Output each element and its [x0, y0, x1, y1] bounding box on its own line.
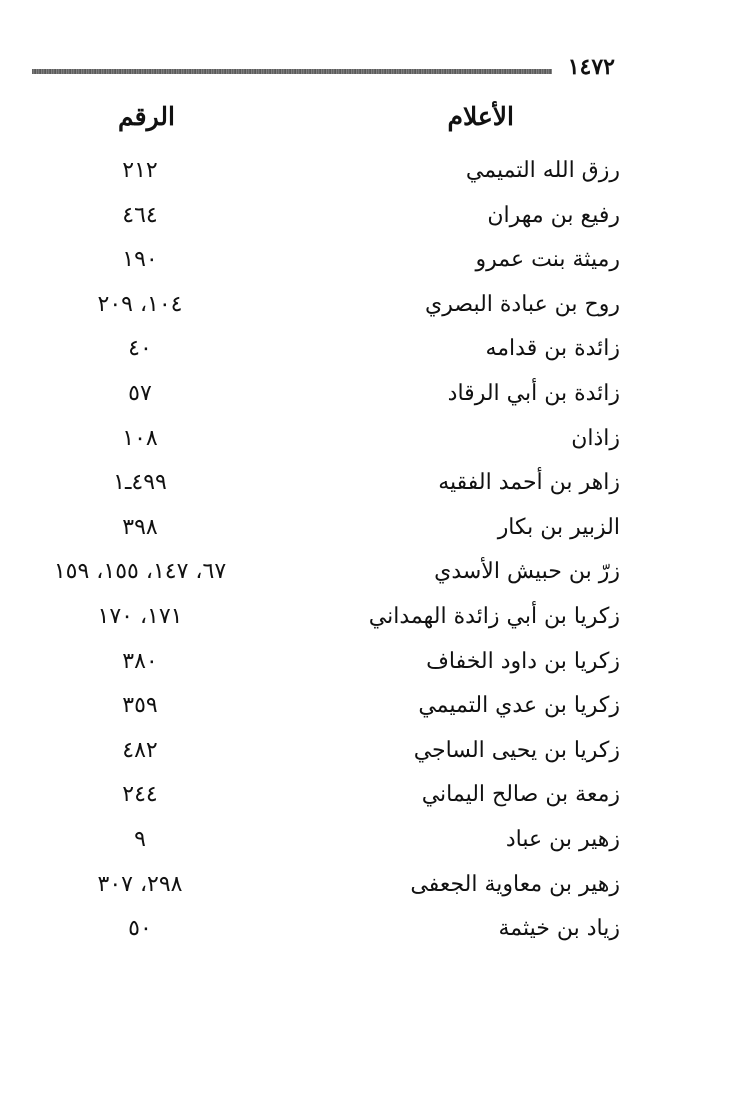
index-entry [0, 732, 747, 777]
entry-numbers: ٢١٢ [122, 158, 158, 183]
index-entries [0, 152, 747, 955]
column-header-numbers: الرقم [118, 102, 175, 131]
entry-numbers: ٢٩٨، ٣٠٧ [97, 871, 183, 897]
index-entry [0, 509, 747, 554]
index-entry [0, 286, 747, 331]
index-entry [0, 375, 747, 420]
index-entry [0, 241, 747, 286]
index-entry [0, 330, 747, 375]
entry-name: زائدة بن أبي الرقاد [447, 380, 620, 406]
index-entry [0, 197, 747, 242]
entry-name: زكريا بن داود الخفاف [426, 648, 620, 674]
entry-numbers: ١٧١، ١٧٠ [97, 603, 183, 629]
index-entry [0, 553, 747, 598]
index-entry [0, 821, 747, 866]
entry-numbers: ١٠٨ [122, 425, 158, 451]
entry-numbers: ٤٩٩ـ١ [113, 470, 167, 496]
index-entry [0, 464, 747, 509]
entry-numbers: ١٠٤، ٢٠٩ [97, 291, 183, 317]
entry-name: رفيع بن مهران [487, 202, 620, 228]
index-entry [0, 420, 747, 465]
entry-name: رزق الله التميمي [465, 158, 620, 183]
column-header-names: الأعلام [447, 102, 514, 131]
entry-name: زائدة بن قدامه [485, 336, 620, 362]
index-entry [0, 643, 747, 688]
entry-name: روح بن عبادة البصري [425, 291, 620, 317]
entry-numbers: ٤٨٢ [122, 737, 158, 763]
entry-numbers: ٩ [134, 826, 146, 852]
index-entry [0, 910, 747, 955]
entry-name: زياد بن خيثمة [498, 916, 620, 942]
entry-numbers: ١٩٠ [122, 247, 158, 273]
index-entry [0, 687, 747, 732]
entry-name: زكريا بن يحيى الساجي [413, 737, 620, 763]
entry-name: زمعة بن صالح اليماني [421, 782, 620, 808]
index-entry [0, 598, 747, 643]
entry-name: زرّ بن حبيش الأسدي [434, 559, 620, 585]
entry-numbers: ٢٤٤ [122, 782, 158, 808]
entry-numbers: ٤٦٤ [122, 202, 158, 228]
index-entry [0, 152, 747, 197]
entry-name: زكريا بن عدي التميمي [418, 693, 620, 719]
entry-name: رميثة بنت عمرو [475, 247, 620, 273]
entry-numbers: ٤٠ [128, 336, 152, 362]
entry-numbers: ٣٨٠ [122, 648, 158, 674]
entry-name: زكريا بن أبي زائدة الهمداني [368, 603, 620, 629]
entry-name: الزبير بن بكار [497, 514, 620, 540]
page-number: ١٤٧٢ [567, 54, 615, 80]
entry-numbers: ٦٧، ١٤٧، ١٥٥، ١٥٩ [53, 559, 227, 585]
entry-name: زهير بن معاوية الجعفى [410, 871, 620, 897]
index-entry [0, 866, 747, 911]
entry-name: زاهر بن أحمد الفقيه [438, 470, 620, 496]
entry-numbers: ٥٧ [128, 380, 152, 406]
index-entry [0, 776, 747, 821]
entry-numbers: ٥٠ [128, 916, 152, 942]
header-rule [32, 69, 552, 74]
entry-name: زاذان [571, 425, 620, 451]
entry-name: زهير بن عباد [505, 826, 620, 852]
entry-numbers: ٣٥٩ [122, 693, 158, 719]
entry-numbers: ٣٩٨ [122, 514, 158, 540]
